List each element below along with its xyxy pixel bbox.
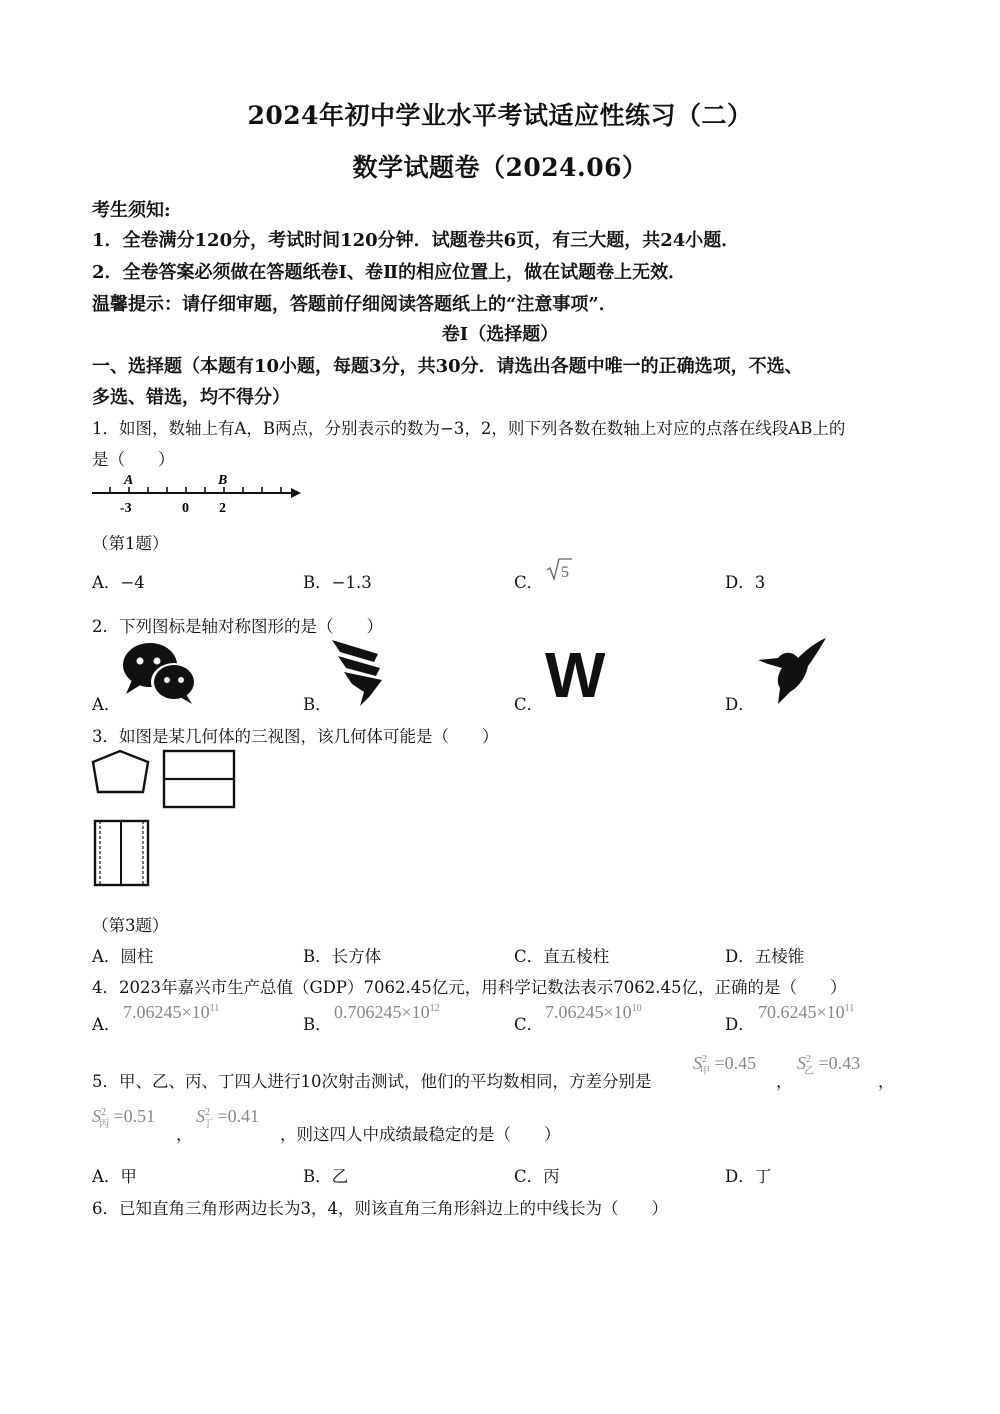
q2-stem: 2．下列图标是轴对称图形的是（ ） bbox=[92, 617, 383, 636]
q1-option-c-label: C． bbox=[514, 573, 544, 592]
variance-jia: $S^2_甲 =0.45$ bbox=[693, 1053, 757, 1077]
q5-option-b: B．乙 bbox=[303, 1167, 349, 1186]
q5-comma-2: ， bbox=[878, 1072, 895, 1091]
q4-option-d-formula: $70.6245\times 10^{11}$ bbox=[758, 1002, 855, 1022]
q5-option-a: A．甲 bbox=[92, 1167, 137, 1186]
q2-option-d-label: D． bbox=[725, 695, 755, 714]
variance-bing: $S^2_丙 =0.51$ bbox=[92, 1106, 156, 1130]
q3-option-a: A．圆柱 bbox=[92, 947, 154, 966]
q1-option-c bbox=[514, 569, 543, 593]
q4-option-a-formula: $7.06245\times 10^{11}$ bbox=[123, 1002, 220, 1022]
notice-heading: 考生须知: bbox=[92, 200, 171, 221]
top-view-pentagon bbox=[93, 751, 148, 792]
notice-tip: 温馨提示：请仔细审题，答题前仔细阅读答题纸上的“注意事项”． bbox=[92, 294, 617, 315]
q3-option-c: C．直五棱柱 bbox=[514, 947, 610, 966]
q5-stem-tail: ，则这四人中成绩最稳定的是（ ） bbox=[280, 1125, 561, 1144]
q2-option-b-label: B． bbox=[303, 695, 332, 714]
notice-line-2: 2．全卷答案必须做在答题纸卷Ⅰ、卷Ⅱ的相应位置上，做在试题卷上无效． bbox=[92, 262, 687, 283]
q1-caption: （第1题） bbox=[92, 534, 169, 553]
q4-option-a-label: A． bbox=[92, 1015, 121, 1034]
exam-subtitle: 数学试题卷（2024.06） bbox=[352, 153, 648, 182]
volume-heading: 卷Ⅰ（选择题） bbox=[441, 324, 559, 345]
q1-stem-line2: 是（ ） bbox=[92, 450, 175, 469]
q5-option-d: D．丁 bbox=[725, 1167, 772, 1186]
number-line-figure bbox=[92, 470, 307, 516]
tick-label-minus3: -3 bbox=[120, 501, 132, 516]
q3-option-d: D．五棱锥 bbox=[725, 947, 805, 966]
sqrt-symbol-icon bbox=[546, 556, 574, 582]
variance-ding: $S^2_丁 =0.41$ bbox=[196, 1106, 260, 1130]
q3-option-b: B．长方体 bbox=[303, 947, 382, 966]
q4-stem: 4．2023年嘉兴市生产总值（GDP）7062.45亿元，用科学记数法表示7062.45亿，正确的是（ ） bbox=[92, 978, 847, 997]
q5-comma-3: ， bbox=[176, 1125, 193, 1144]
sqrt-radicand: 5 bbox=[561, 564, 569, 581]
arrow-head-icon bbox=[291, 488, 301, 498]
q4-option-d-label: D． bbox=[725, 1015, 755, 1034]
q5-comma-1: ， bbox=[776, 1072, 793, 1091]
q3-stem: 3．如图是某几何体的三视图，该几何体可能是（ ） bbox=[92, 727, 499, 746]
chat-bubbles-icon bbox=[120, 640, 200, 706]
point-b-label: B bbox=[218, 473, 228, 488]
part1-instructions-line1: 一、选择题（本题有10小题，每题3分，共30分．请选出各题中唯一的正确选项，不选、 bbox=[92, 356, 803, 377]
q2-option-a-label: A． bbox=[92, 695, 121, 714]
point-a-label: A bbox=[124, 473, 134, 488]
q1-option-d: D．3 bbox=[725, 573, 766, 592]
q3-caption: （第3题） bbox=[92, 916, 169, 935]
q2-option-c-label: C． bbox=[514, 695, 544, 714]
q4-option-c-label: C． bbox=[514, 1015, 544, 1034]
part1-instructions-line2: 多选、错选，均不得分） bbox=[92, 387, 290, 408]
q5-option-c: C．丙 bbox=[514, 1167, 560, 1186]
q4-option-b-label: B． bbox=[303, 1015, 332, 1034]
q5-stem: 5．甲、乙、丙、丁四人进行10次射击测试，他们的平均数相同，方差分别是 bbox=[92, 1072, 652, 1091]
q4-option-b-formula: $0.706245\times 10^{12}$ bbox=[334, 1002, 440, 1022]
w-logo-icon: W bbox=[545, 639, 604, 711]
q1-option-a: A．−4 bbox=[92, 573, 145, 592]
exam-title: 2024年初中学业水平考试适应性练习（二） bbox=[247, 101, 753, 130]
notice-line-1: 1．全卷满分120分，考试时间120分钟．试题卷共6页，有三大题，共24小题． bbox=[92, 230, 740, 251]
q1-stem-line1: 1．如图，数轴上有A，B两点，分别表示的数为−3，2，则下列各数在数轴上对应的点落在线段AB上的 bbox=[92, 419, 846, 438]
q4-option-c-formula: $7.06245\times 10^{10}$ bbox=[545, 1002, 642, 1022]
q6-stem: 6．已知直角三角形两边长为3，4，则该直角三角形斜边上的中线长为（ ） bbox=[92, 1199, 668, 1218]
tick-label-two: 2 bbox=[219, 501, 226, 516]
three-views-figure bbox=[90, 748, 240, 890]
q1-option-b: B．−1.3 bbox=[303, 573, 372, 592]
variance-yi: $S^2_乙 =0.43$ bbox=[797, 1053, 861, 1077]
hummingbird-icon bbox=[756, 636, 830, 706]
tick-label-zero: 0 bbox=[182, 501, 189, 516]
wing-logo-icon bbox=[330, 636, 390, 708]
